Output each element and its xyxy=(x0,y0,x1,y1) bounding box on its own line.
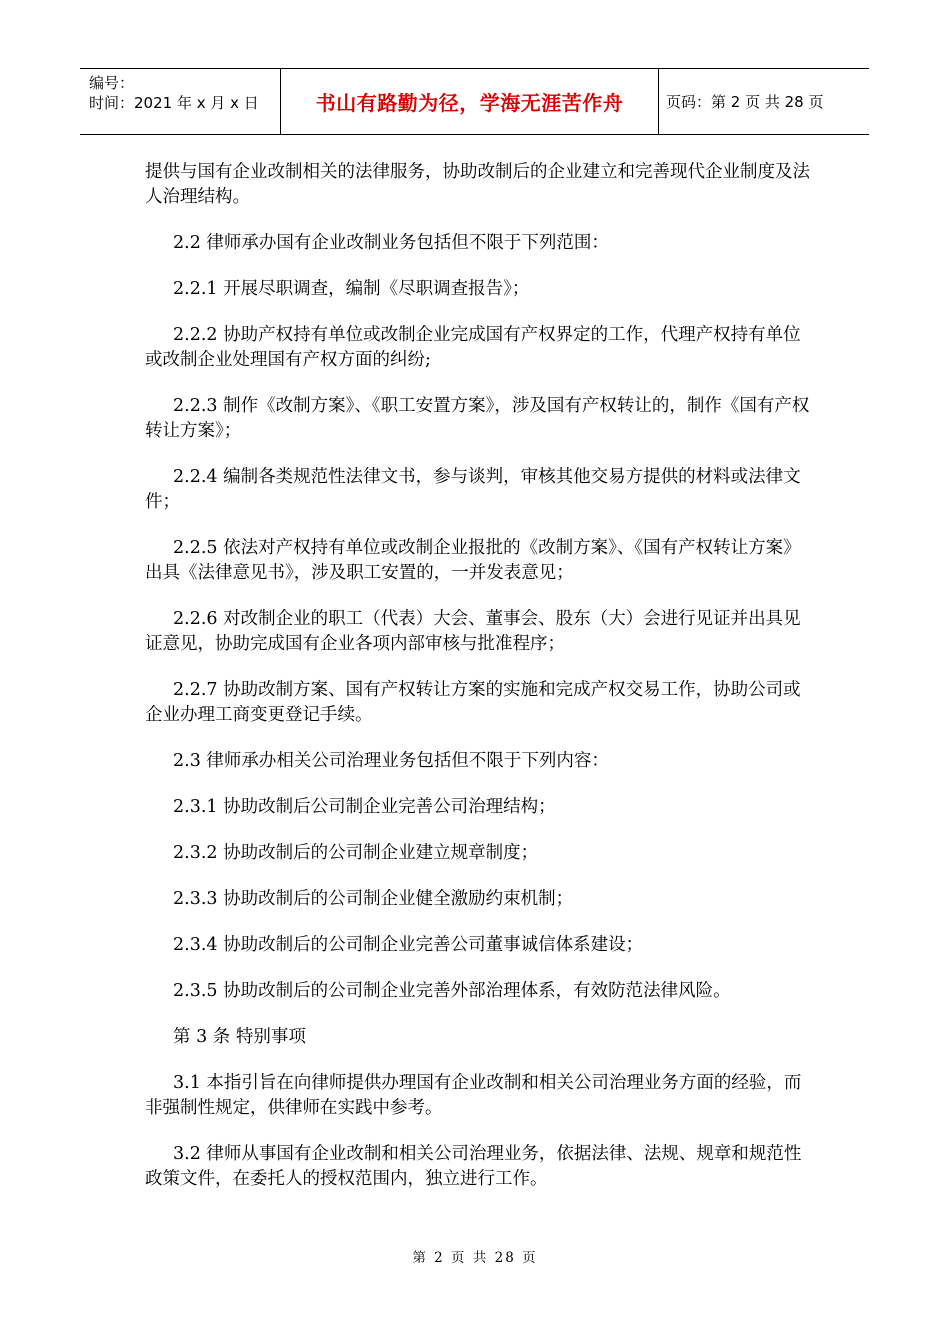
page-footer: 第 2 页 共 28 页 xyxy=(412,1250,538,1266)
paragraph-3-1: 3.1 本指引旨在向律师提供办理国有企业改制和相关公司治理业务方面的经验，而非强制性规定，供律师在实践中参考。 xyxy=(145,1073,802,1118)
document-number-label: 编号： xyxy=(89,74,135,92)
header-motto: 书山有路勤为径，学海无涯苦作舟 xyxy=(315,91,624,115)
paragraph-2-2-5: 2.2.5 依法对产权持有单位或改制企业报批的《改制方案》、《国有产权转让方案》出具《法律意见书》，涉及职工安置的，一并发表意见； xyxy=(145,538,801,583)
document-body xyxy=(145,160,815,1213)
paragraph-2-3-4: 2.3.4 协助改制后的公司制企业完善公司董事诚信体系建设； xyxy=(173,935,644,955)
header-meta xyxy=(89,73,259,113)
paragraph-2-2: 2.2 律师承办国有企业改制业务包括但不限于下列范围： xyxy=(173,233,609,253)
paragraph-2-3-3: 2.3.3 协助改制后的公司制企业健全激励约束机制； xyxy=(173,889,574,909)
paragraph-3-2: 3.2 律师从事国有企业改制和相关公司治理业务，依据法律、法规、规章和规范性政策文件，在委托人的授权范围内，独立进行工作。 xyxy=(145,1144,802,1189)
paragraph-2-3: 2.3 律师承办相关公司治理业务包括但不限于下列内容： xyxy=(173,751,609,771)
paragraph-2-2-7: 2.2.7 协助改制方案、国有产权转让方案的实施和完成产权交易工作，协助公司或企业办理工商变更登记手续。 xyxy=(145,680,801,725)
paragraph-2-2-4: 2.2.4 编制各类规范性法律文书，参与谈判，审核其他交易方提供的材料或法律文件； xyxy=(145,467,801,512)
section-heading-article-3: 第 3 条 特别事项 xyxy=(173,1027,306,1047)
paragraph-2-2-2: 2.2.2 协助产权持有单位或改制企业完成国有产权界定的工作，代理产权持有单位或改制企业处理国有产权方面的纠纷; xyxy=(145,325,801,370)
paragraph-2-3-1: 2.3.1 协助改制后公司制企业完善公司治理结构； xyxy=(173,797,556,817)
paragraph-2-3-5: 2.3.5 协助改制后的公司制企业完善外部治理体系，有效防范法律风险。 xyxy=(173,981,731,1001)
paragraph-2-3-2: 2.3.2 协助改制后的公司制企业建立规章制度； xyxy=(173,843,539,863)
document-date: 时间：2021 年 x 月 x 日 xyxy=(89,94,259,112)
header-divider-right xyxy=(658,69,659,134)
paragraph-2-2-6: 2.2.6 对改制企业的职工（代表）大会、董事会、股东（大）会进行见证并出具见证意见，协助完成国有企业各项内部审核与批准程序； xyxy=(145,609,801,654)
paragraph-2-2-3: 2.2.3 制作《改制方案》、《职工安置方案》，涉及国有产权转让的，制作《国有产权转让方案》； xyxy=(145,396,810,441)
header-page-info: 页码：第 2 页 共 28 页 xyxy=(666,93,824,111)
paragraph-intro: 提供与国有企业改制相关的法律服务，协助改制后的企业建立和完善现代企业制度及法人治理结构。 xyxy=(145,162,810,207)
page-header xyxy=(80,68,869,135)
paragraph-2-2-1: 2.2.1 开展尽职调查，编制《尽职调查报告》； xyxy=(173,279,530,299)
